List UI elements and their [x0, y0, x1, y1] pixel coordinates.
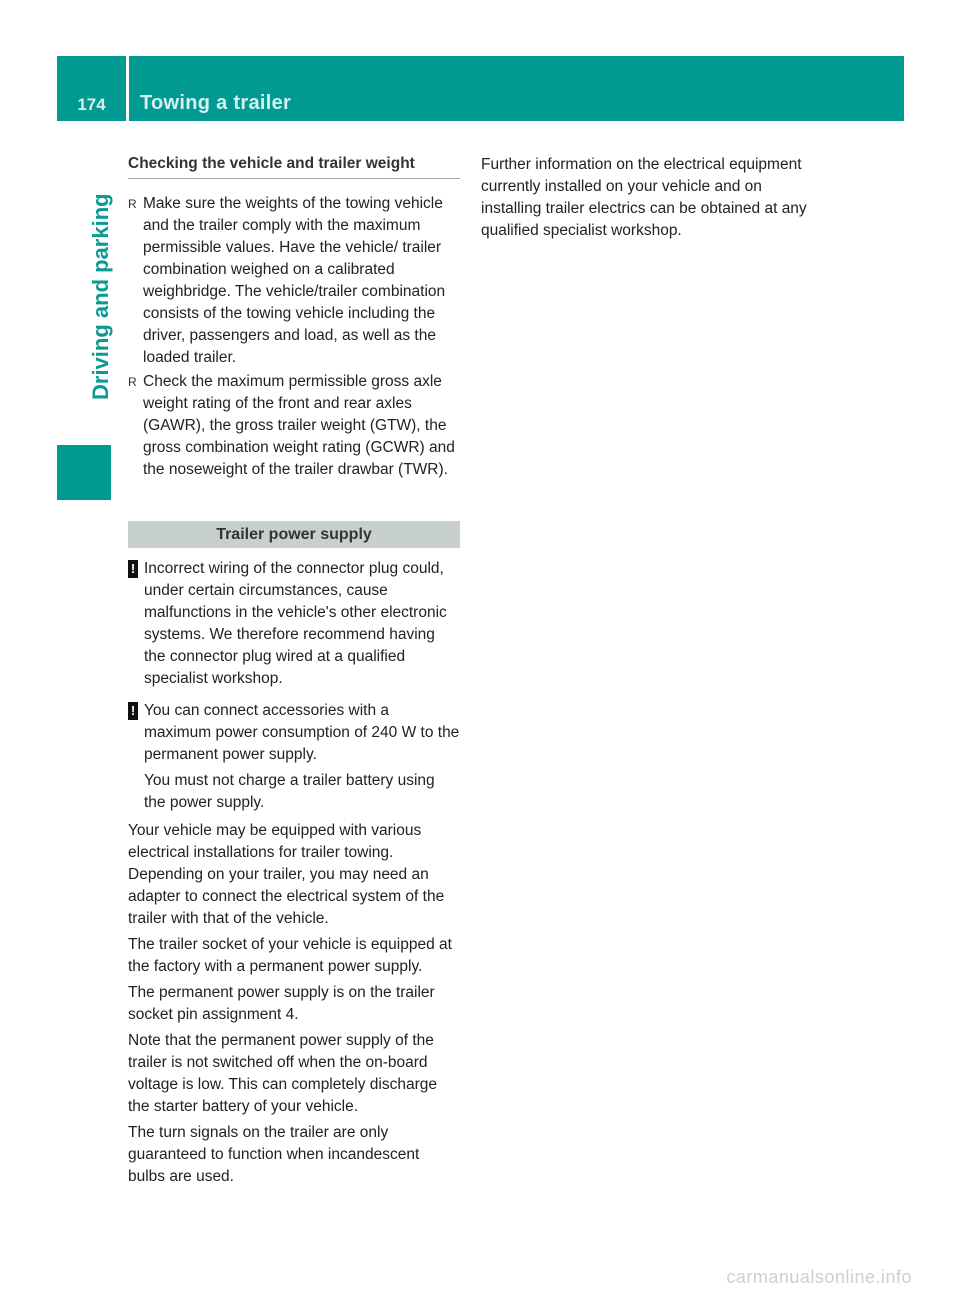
section-heading-weight: Checking the vehicle and trailer weight	[128, 155, 460, 179]
bullet-text: Check the maximum permissible gross axle weight rating of the front and rear axles (GAWR), the gross trailer weight (GTW), the gross combination weight rating (GCWR) and the noseweight of the trailer drawbar (TWR).	[143, 373, 455, 478]
page-number: 174	[77, 95, 106, 114]
bullet-icon: R	[128, 197, 137, 211]
side-tab-label: Driving and parking	[88, 193, 113, 400]
right-column	[481, 150, 821, 242]
paragraph: The permanent power supply is on the trailer socket pin assignment 4.	[128, 984, 435, 1023]
warning-text	[144, 558, 460, 690]
warning-icon: !	[128, 560, 138, 578]
list-item	[128, 193, 460, 369]
paragraph: The trailer socket of your vehicle is equipped at the factory with a permanent power supply.	[128, 936, 452, 975]
page-title: Towing a trailer	[140, 92, 292, 114]
bullet-list	[128, 193, 460, 481]
warning-note	[128, 558, 460, 690]
warning-note	[128, 700, 460, 814]
section-heading-power-supply: Trailer power supply	[128, 521, 460, 548]
warning-paragraph: You must not charge a trailer battery using the power supply.	[144, 772, 435, 811]
bullet-icon: R	[128, 375, 137, 389]
warning-paragraph: You can connect accessories with a maximum power consumption of 240 W to the permanent power supply.	[144, 702, 460, 763]
warning-icon: !	[128, 702, 138, 720]
list-item	[128, 371, 460, 481]
paragraph: The turn signals on the trailer are only guaranteed to function when incandescent bulbs are used.	[128, 1124, 420, 1185]
body-text	[128, 820, 460, 1188]
bullet-text: Make sure the weights of the towing vehicle and the trailer comply with the maximum permissible values. Have the vehicle/ trailer combination weighed on a calibrated weighbridge. The vehicle/trailer combination consists of the towing vehicle including the driver, passengers and load, as well as the loaded trailer.	[143, 195, 446, 366]
side-tab-marker	[57, 445, 111, 500]
left-column	[128, 150, 460, 1188]
watermark: carmanualsonline.info	[726, 1267, 912, 1287]
paragraph: Further information on the electrical equipment currently installed on your vehicle and on installing trailer electrics can be obtained at any qualified specialist workshop.	[481, 156, 807, 239]
warning-text	[144, 700, 460, 814]
warning-paragraph: Incorrect wiring of the connector plug could, under certain circumstances, cause malfunctions in the vehicle's other electronic systems. We therefore recommend having the connector plug wired at a qualified specialist workshop.	[144, 560, 447, 687]
header-divider	[126, 56, 129, 121]
paragraph: Note that the permanent power supply of the trailer is not switched off when the on-board voltage is low. This can completely discharge the starter battery of your vehicle.	[128, 1032, 438, 1115]
paragraph: Your vehicle may be equipped with various electrical installations for trailer towing. Depending on your trailer, you may need an adapter to connect the electrical system of the trailer with that of the vehicle.	[128, 822, 445, 927]
